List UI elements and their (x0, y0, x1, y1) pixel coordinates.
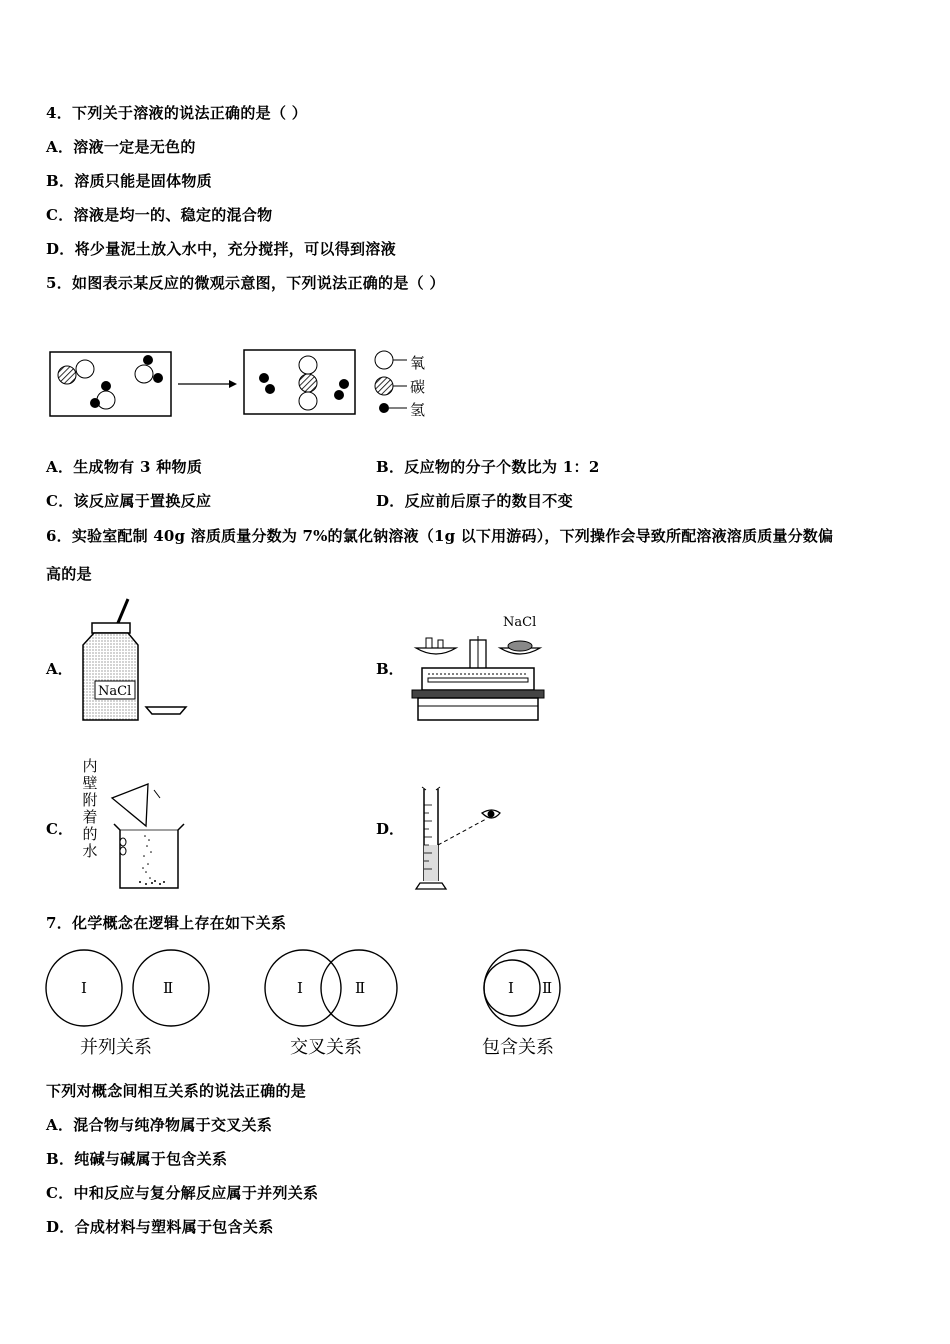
q4-option-c[interactable]: C．溶液是均一的、稳定的混合物 (46, 206, 273, 224)
intersect-caption: 交叉关系 (290, 1037, 362, 1058)
relation-diagram-intersect (263, 948, 403, 1033)
contain-caption: 包含关系 (482, 1037, 554, 1058)
q4-option-a[interactable]: A．溶液一定是无色的 (46, 138, 196, 156)
co2-molecule (299, 356, 317, 410)
contain-label-inner: Ⅰ (508, 979, 514, 997)
figure-b-balance (408, 630, 548, 725)
h2-molecule-2 (334, 379, 349, 400)
legend-oxygen (375, 351, 407, 369)
figure-d-graduated-cylinder (412, 785, 512, 895)
figure-c-beaker (100, 780, 190, 895)
legend-hydrogen (379, 403, 407, 413)
q6-option-a-label[interactable]: A． (46, 660, 73, 678)
legend-carbon (375, 377, 407, 395)
q5-option-c[interactable]: C．该反应属于置换反应 (46, 492, 212, 510)
legend-label-hydrogen: 氢 (410, 401, 426, 419)
legend-label-carbon: 碳 (410, 378, 426, 396)
intersect-label-right: Ⅱ (355, 979, 366, 997)
h2-molecule-1 (259, 373, 275, 394)
relation-diagram-contain (478, 948, 568, 1033)
q5-option-b[interactable]: B．反应物的分子个数比为 1：2 (376, 458, 600, 476)
q6-option-c-label[interactable]: C． (46, 820, 73, 838)
q4-option-b[interactable]: B．溶质只能是固体物质 (46, 172, 212, 190)
q7-option-c[interactable]: C．中和反应与复分解反应属于并列关系 (46, 1184, 319, 1202)
q7-option-b[interactable]: B．纯碱与碱属于包含关系 (46, 1150, 228, 1168)
q4-stem: 4．下列关于溶液的说法正确的是（ ） (46, 104, 308, 122)
q6-option-d-label[interactable]: D． (376, 820, 405, 838)
figure-a-reagent-bottle (80, 595, 195, 725)
eye-icon (482, 810, 500, 818)
arrow-icon (178, 380, 237, 388)
q7-stem: 7．化学概念在逻辑上存在如下关系 (46, 914, 287, 932)
weighing-paper (112, 784, 148, 826)
relation-diagram-parallel (44, 948, 214, 1033)
parallel-label-left: Ⅰ (81, 979, 87, 997)
figure-c-label-char: 内 (82, 757, 98, 775)
figure-c-label-char: 着 (82, 808, 98, 826)
figure-c-label-char: 的 (82, 825, 98, 843)
q7-option-a[interactable]: A．混合物与纯净物属于交叉关系 (46, 1116, 273, 1134)
q5-option-d[interactable]: D．反应前后原子的数目不变 (376, 492, 573, 510)
parallel-caption: 并列关系 (80, 1037, 152, 1058)
q7-option-d[interactable]: D．合成材料与塑料属于包含关系 (46, 1218, 274, 1236)
contain-label-outer: Ⅱ (542, 979, 553, 997)
q6-stem-line1: 6．实验室配制 40g 溶质质量分数为 7%的氯化钠溶液（1g 以下用游码），下列操作会导致所配溶液溶质质量分数偏 (46, 527, 834, 545)
co-molecule (58, 360, 94, 384)
parallel-label-right: Ⅱ (163, 979, 174, 997)
q6-stem-line2: 高的是 (46, 565, 92, 583)
figure-c-label-char: 壁 (82, 774, 98, 792)
q4-option-d[interactable]: D．将少量泥土放入水中，充分搅拌，可以得到溶液 (46, 240, 396, 258)
reaction-diagram (45, 340, 445, 430)
intersect-label-left: Ⅰ (297, 979, 303, 997)
q5-stem: 5．如图表示某反应的微观示意图，下列说法正确的是（ ） (46, 274, 445, 292)
h2o-molecule-1 (90, 381, 115, 409)
figure-c-label-char: 附 (82, 791, 98, 809)
q7-substem: 下列对概念间相互关系的说法正确的是 (46, 1082, 307, 1100)
figure-a-label: NaCl (98, 684, 132, 699)
figure-b-label: NaCl (503, 615, 537, 630)
bottle-cap (146, 707, 186, 714)
q6-option-b-label[interactable]: B． (376, 660, 404, 678)
q5-option-a[interactable]: A．生成物有 3 种物质 (46, 458, 203, 476)
legend-label-oxygen: 氧 (410, 354, 426, 372)
h2o-molecule-2 (135, 355, 163, 383)
figure-c-label-char: 水 (82, 842, 98, 860)
